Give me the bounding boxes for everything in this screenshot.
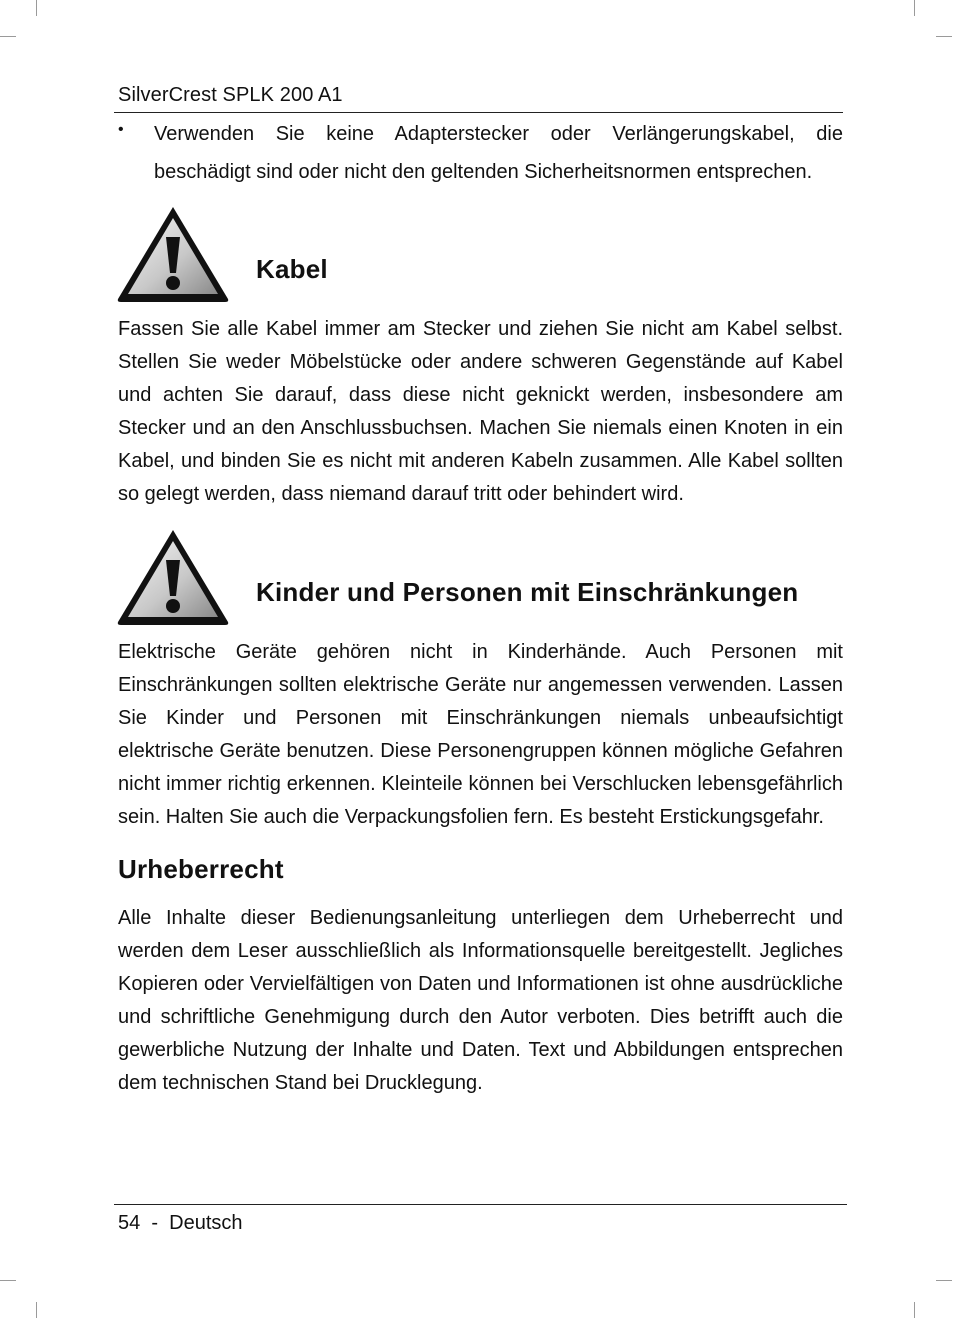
- footer-divider: [114, 1204, 847, 1205]
- bullet-text: Verwenden Sie keine Adapterstecker oder Verlängerungskabel, die beschädigt sind oder nicht den geltenden Sicherheitsnormen entsprechen.: [154, 123, 843, 183]
- section-text-urheberrecht: Alle Inhalte dieser Bedienungsanleitung unterliegen dem Urheberrecht und werden dem Leser ausschließlich als Informationsquelle bereitgestellt. Jegliches Kopieren oder Vervielfältigen von Daten und Informationen ist ohne ausdrückliche und schriftliche Genehmigung durch den Autor verboten. Dies betrifft auch die gewerbliche Nutzung der Inhalte und Daten. Text und Abbildungen entsprechen dem technischen Stand bei Drucklegung.: [118, 907, 843, 1094]
- crop-mark: [914, 1302, 915, 1318]
- crop-mark: [0, 1280, 16, 1281]
- section-heading-urheberrecht: Urheberrecht: [118, 854, 284, 884]
- section-heading-kinder: Kinder und Personen mit Einschränkungen: [256, 577, 799, 607]
- page-header-title: SilverCrest SPLK 200 A1: [118, 84, 343, 106]
- header-divider: [114, 112, 843, 113]
- crop-mark: [36, 1302, 37, 1318]
- section-text-kinder: Elektrische Geräte gehören nicht in Kinderhände. Auch Personen mit Einschränkungen sollten elektrische Geräte nur angemessen verwenden. Lassen Sie Kinder und Personen mit Einschränkungen niemals unbeaufsichtigt elektrische Geräte benutzen. Diese Personengruppen können mögliche Gefahren nicht immer richtig erkennen. Kleinteile können bei Verschlucken lebensgefährlich sein. Halten Sie auch die Verpackungsfolien fern. Es besteht Erstickungsgefahr.: [118, 641, 843, 828]
- warning-triangle-icon: [116, 528, 230, 626]
- crop-mark: [936, 1280, 952, 1281]
- section-text-kabel: Fassen Sie alle Kabel immer am Stecker und ziehen Sie nicht am Kabel selbst. Stellen Sie weder Möbelstücke oder andere schweren Gegenstände auf Kabel und achten Sie darauf, dass diese nicht geknickt werden, insbesondere am Stecker und an den Anschlussbuchsen. Machen Sie niemals einen Knoten in ein Kabel, und binden Sie es nicht mit anderen Kabeln zusammen. Alle Kabel sollten so gelegt werden, dass niemand darauf tritt oder behindert wird.: [118, 318, 843, 505]
- crop-mark: [0, 36, 16, 37]
- crop-mark: [936, 36, 952, 37]
- crop-mark: [914, 0, 915, 16]
- crop-mark: [36, 0, 37, 16]
- section-heading-kabel: Kabel: [256, 254, 328, 284]
- warning-triangle-icon: [116, 205, 230, 303]
- bullet-icon: •: [118, 121, 124, 138]
- page-footer: 54 - Deutsch: [118, 1212, 243, 1234]
